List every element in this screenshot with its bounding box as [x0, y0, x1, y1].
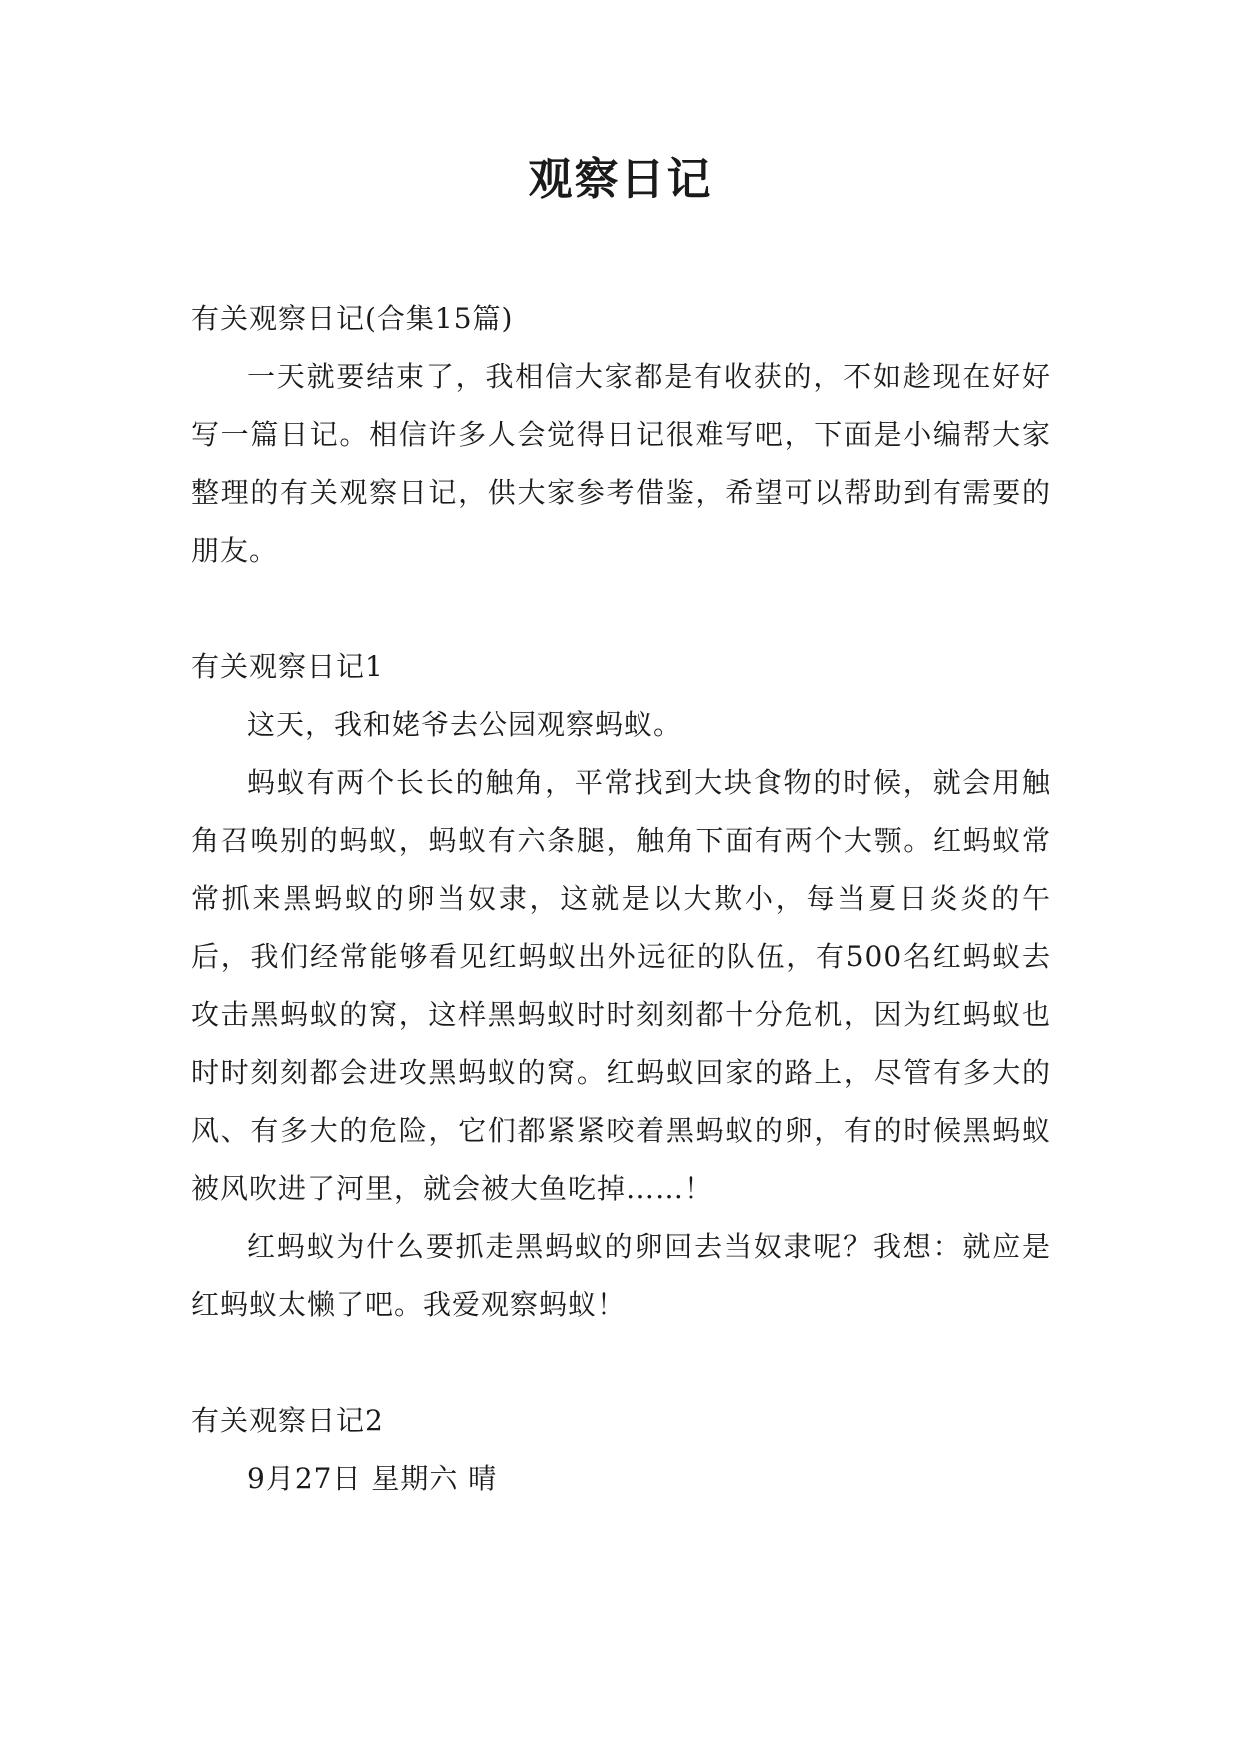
entry-paragraph: 这天，我和姥爷去公园观察蚂蚁。: [247, 708, 683, 741]
entry-paragraph: 红蚂蚁为什么要抓走黑蚂蚁的卵回去当奴隶呢？我想：就应是红蚂蚁太懒了吧。我爱观察蚂蚁！: [191, 1230, 1051, 1321]
intro-paragraph: 一天就要结束了，我相信大家都是有收获的，不如趁现在好好写一篇日记。相信许多人会觉得日记很难写吧，下面是小编帮大家整理的有关观察日记，供大家参考借鉴，希望可以帮助到有需要的朋友。: [191, 360, 1051, 567]
entry-heading: 有关观察日记2: [191, 1404, 384, 1437]
entry-paragraph: 蚂蚁有两个长长的触角，平常找到大块食物的时候，就会用触角召唤别的蚂蚁，蚂蚁有六条腿，触角下面有两个大颚。红蚂蚁常常抓来黑蚂蚁的卵当奴隶，这就是以大欺小，每当夏日炎炎的午后，我们经常能够看见红蚂蚁出外远征的队伍，有500名红蚂蚁去攻击黑蚂蚁的窝，这样黑蚂蚁时时刻刻都十分危机，因为红蚂蚁也时时刻刻都会进攻黑蚂蚁的窝。红蚂蚁回家的路上，尽管有多大的风、有多大的危险，它们都紧紧咬着黑蚂蚁的卵，有的时候黑蚂蚁被风吹进了河里，就会被大鱼吃掉……！: [191, 766, 1051, 1205]
entry-date-line: 9月27日 星期六 晴: [247, 1462, 498, 1495]
collection-subtitle: 有关观察日记(合集15篇): [191, 302, 514, 335]
document-body: [191, 290, 1051, 1508]
document-title: 观察日记: [528, 154, 713, 205]
entry-heading: 有关观察日记1: [191, 650, 384, 683]
